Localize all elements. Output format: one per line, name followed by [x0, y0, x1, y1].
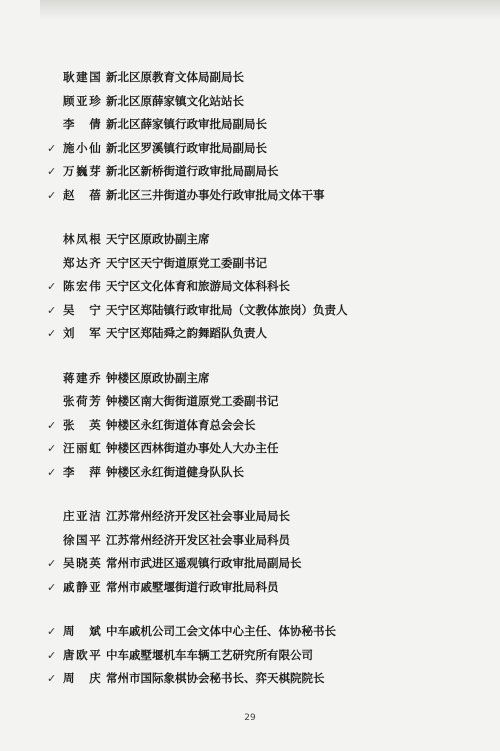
page-number: 29	[244, 713, 256, 723]
person-name: 张荷芳	[63, 394, 101, 408]
check-mark-icon: ✓	[47, 672, 57, 685]
person-name: 顾亚珍	[63, 93, 101, 108]
person-name: 陈宏伟	[63, 279, 101, 293]
person-title: 新北区原薛家镇文化站站长	[106, 93, 244, 108]
person-name: 万巍芽	[63, 164, 101, 178]
person-name: 吴宁	[63, 302, 101, 317]
roster-row	[0, 90, 500, 114]
check-mark-icon: ✓	[47, 327, 57, 340]
roster-list	[0, 66, 500, 712]
check-mark-icon: ✓	[47, 442, 57, 455]
roster-row	[0, 275, 500, 299]
person-title: 江苏常州经济开发区社会事业局局长	[106, 509, 290, 523]
check-mark-icon: ✓	[47, 580, 57, 594]
check-mark-icon: ✓	[47, 188, 57, 202]
roster-row	[0, 160, 500, 184]
roster-row	[0, 505, 500, 529]
person-name: 林凤根	[63, 232, 101, 246]
person-title: 江苏常州经济开发区社会事业局科员	[106, 532, 290, 547]
person-name: 徐国平	[63, 532, 101, 547]
roster-group	[0, 505, 500, 599]
person-name: 戚静亚	[63, 579, 101, 594]
check-mark-icon: ✓	[47, 625, 57, 638]
person-title: 天宁区原政协副主席	[106, 232, 210, 246]
roster-row	[0, 184, 500, 208]
person-title: 天宁区天宁街道原党工委副书记	[106, 255, 267, 270]
check-mark-icon: ✓	[47, 648, 57, 662]
roster-row	[0, 576, 500, 600]
person-name: 周斌	[63, 624, 101, 638]
person-title: 天宁区文化体育和旅游局文体科科长	[106, 279, 290, 293]
check-mark-icon: ✓	[47, 465, 57, 479]
person-name: 刘军	[63, 326, 101, 340]
check-mark-icon: ✓	[47, 141, 57, 155]
person-name: 郑达齐	[63, 255, 101, 270]
person-name: 耿建国	[63, 70, 101, 84]
check-mark-icon: ✓	[47, 165, 57, 178]
roster-group	[0, 367, 500, 485]
roster-group	[0, 620, 500, 691]
person-name: 庄亚洁	[63, 509, 101, 523]
person-title: 常州市武进区遥观镇行政审批局副局长	[106, 556, 302, 570]
roster-row	[0, 390, 500, 414]
person-title: 新北区罗溪镇行政审批局副局长	[106, 140, 267, 155]
roster-row	[0, 414, 500, 438]
person-title: 钟楼区永红街道体育总会会长	[106, 417, 256, 432]
person-title: 新北区薛家镇行政审批局副局长	[106, 117, 267, 131]
roster-row	[0, 644, 500, 668]
person-title: 常州市国际象棋协会秘书长、弈天棋院院长	[106, 671, 325, 685]
roster-row	[0, 552, 500, 576]
person-title: 中车戚机公司工会文体中心主任、体协秘书长	[106, 624, 336, 638]
roster-row	[0, 299, 500, 323]
roster-row	[0, 252, 500, 276]
check-mark-icon: ✓	[47, 418, 57, 432]
roster-row	[0, 228, 500, 252]
person-title: 常州市戚墅堰街道行政审批局科员	[106, 579, 279, 594]
roster-row	[0, 367, 500, 391]
person-title: 钟楼区南大街街道原党工委副书记	[106, 394, 279, 408]
roster-group	[0, 228, 500, 346]
person-title: 新北区三井街道办事处行政审批局文体干事	[106, 187, 325, 202]
roster-group	[0, 66, 500, 207]
roster-row	[0, 322, 500, 346]
check-mark-icon: ✓	[47, 280, 57, 293]
person-title: 钟楼区原政协副主席	[106, 370, 210, 385]
roster-row	[0, 113, 500, 137]
person-title: 新北区新桥街道行政审批局副局长	[106, 164, 279, 178]
roster-row	[0, 137, 500, 161]
person-name: 汪丽虹	[63, 441, 101, 455]
person-name: 吴晓英	[63, 556, 101, 570]
check-mark-icon: ✓	[47, 303, 57, 317]
roster-row	[0, 437, 500, 461]
person-title: 天宁区郑陆镇行政审批局（文教体旅岗）负责人	[106, 302, 348, 317]
roster-row	[0, 529, 500, 553]
check-mark-icon: ✓	[47, 557, 57, 570]
scan-shadow	[40, 0, 500, 20]
person-name: 李萍	[63, 464, 101, 479]
person-name: 张英	[63, 417, 101, 432]
person-title: 钟楼区西林街道办事处人大办主任	[106, 441, 279, 455]
person-name: 蒋建乔	[63, 370, 101, 385]
person-title: 新北区原教育文体局副局长	[106, 70, 244, 84]
roster-row	[0, 66, 500, 90]
person-title: 中车戚墅堰机车车辆工艺研究所有限公司	[106, 647, 313, 662]
person-title: 钟楼区永红街道健身队队长	[106, 464, 244, 479]
person-name: 李倩	[63, 117, 101, 131]
person-name: 赵蓓	[63, 187, 101, 202]
person-name: 施小仙	[63, 140, 101, 155]
roster-row	[0, 667, 500, 691]
person-name: 周庆	[63, 671, 101, 685]
roster-row	[0, 620, 500, 644]
person-title: 天宁区郑陆舜之韵舞蹈队负责人	[106, 326, 267, 340]
person-name: 唐欧平	[63, 647, 101, 662]
roster-row	[0, 461, 500, 485]
